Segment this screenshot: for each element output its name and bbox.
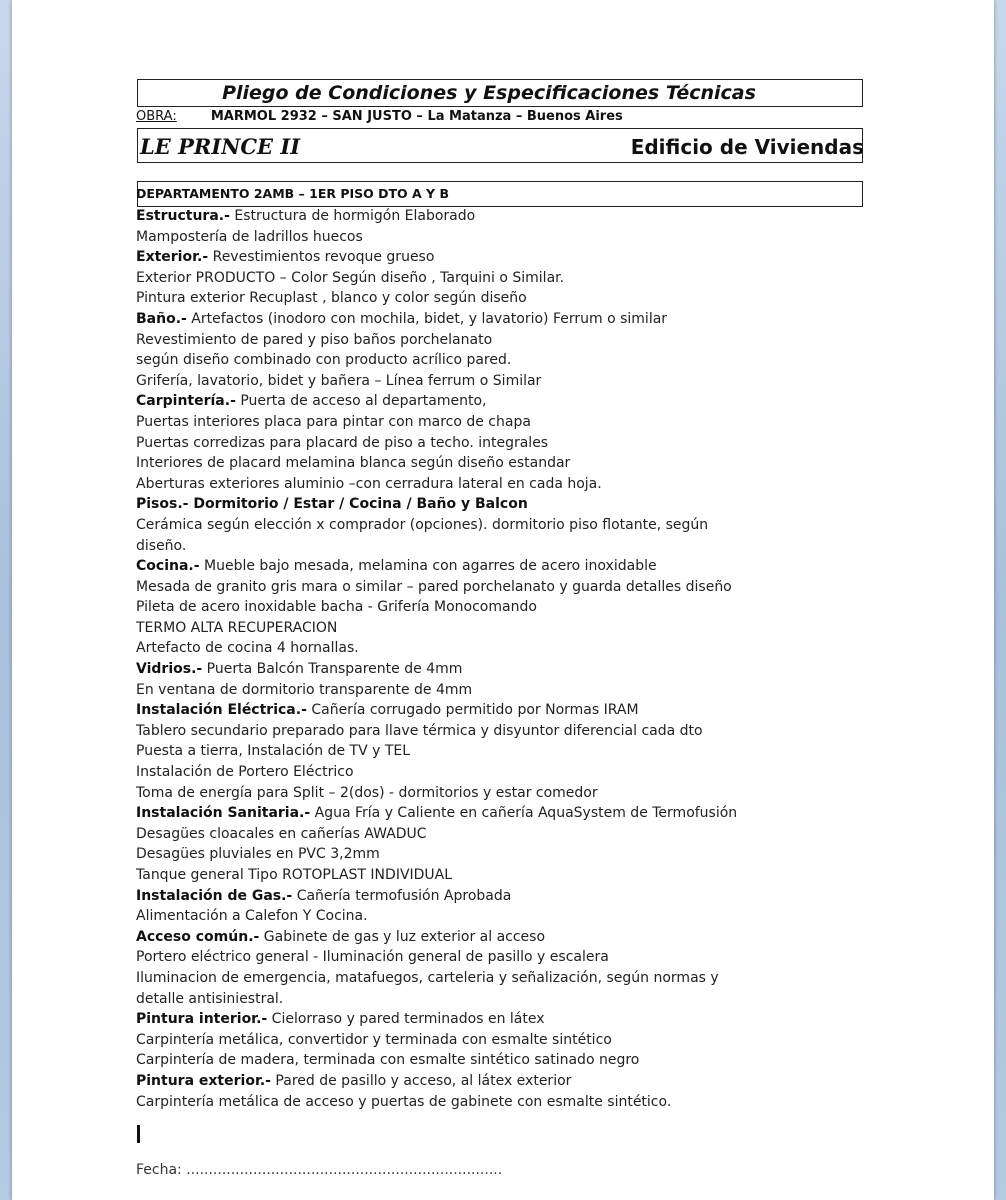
spec-line xyxy=(136,309,836,330)
spec-line-label: Pintura exterior.- xyxy=(136,1072,271,1089)
spec-line-text: Revestimientos revoque grueso xyxy=(208,249,435,266)
spec-line xyxy=(136,391,836,412)
spec-line-label: Vidrios.- xyxy=(136,661,203,678)
spec-line-text: Exterior PRODUCTO – Color Según diseño , Tarquini o Similar. xyxy=(136,269,565,286)
spec-line xyxy=(136,618,836,639)
spec-line-text: Artefactos (inodoro con mochila, bidet, y lavatorio) Ferrum o similar xyxy=(186,310,668,327)
spec-line-text: diseño. xyxy=(136,537,187,554)
spec-line-text: según diseño combinado con producto acrílico pared. xyxy=(136,352,512,369)
spec-line-label: Baño.- xyxy=(136,310,187,327)
spec-line xyxy=(136,824,836,845)
spec-line-text: Puesta a tierra, Instalación de TV y TEL xyxy=(136,743,411,760)
spec-line xyxy=(136,1009,836,1030)
spec-line-text: Mesada de granito gris mara o similar – pared porchelanato y guarda detalles diseño xyxy=(136,578,732,595)
spec-line xyxy=(136,947,836,968)
spec-line-label: Cocina.- xyxy=(136,558,200,575)
spec-line-text: Estructura de hormigón Elaborado xyxy=(229,208,476,224)
spec-line xyxy=(136,1092,836,1113)
spec-line xyxy=(136,783,836,804)
spec-line-text: Desagües pluviales en PVC 3,2mm xyxy=(136,846,380,863)
spec-line-text: Grifería, lavatorio, bidet y bañera – Línea ferrum o Similar xyxy=(136,372,542,389)
spec-line-label: Instalación de Gas.- xyxy=(136,887,293,904)
spec-line xyxy=(136,1030,836,1051)
spec-line xyxy=(136,227,836,248)
spec-line xyxy=(136,906,836,927)
spec-line xyxy=(136,1071,836,1092)
spec-line-text: TERMO ALTA RECUPERACION xyxy=(136,619,338,636)
spec-line xyxy=(136,288,836,309)
building-type: Edificio de Viviendas xyxy=(630,135,864,159)
spec-line xyxy=(136,659,836,680)
spec-line xyxy=(136,597,836,618)
spec-line xyxy=(136,247,836,268)
text-cursor xyxy=(137,1125,140,1143)
spec-line-label: Acceso común.- xyxy=(136,928,260,945)
spec-line-text: Pared de pasillo y acceso, al látex exterior xyxy=(270,1072,572,1089)
spec-line-text: detalle antisiniestral. xyxy=(136,990,284,1007)
spec-line xyxy=(136,412,836,433)
spec-line-text: Interiores de placard melamina blanca según diseño estandar xyxy=(136,455,571,472)
spec-line xyxy=(136,330,836,351)
spec-line-label: Instalación Eléctrica.- xyxy=(136,702,307,719)
specification-list xyxy=(136,206,836,1112)
spec-line xyxy=(136,927,836,948)
spec-line xyxy=(136,865,836,886)
spec-line-text: Revestimiento de pared y piso baños porchelanato xyxy=(136,331,493,348)
spec-line-text: Cerámica según elección x comprador (opciones). dormitorio piso flotante, según xyxy=(136,516,709,533)
spec-line-text: Instalación de Portero Eléctrico xyxy=(136,764,354,781)
spec-line-text: Pintura exterior Recuplast , blanco y color según diseño xyxy=(136,290,527,307)
spec-line xyxy=(136,371,836,392)
spec-line-text: Tablero secundario preparado para llave térmica y disyuntor diferencial cada dto xyxy=(136,722,703,739)
spec-line-text: Carpintería metálica, convertidor y terminada con esmalte sintético xyxy=(136,1031,612,1048)
spec-line-text: Puerta Balcón Transparente de 4mm xyxy=(202,661,463,678)
spec-line xyxy=(136,989,836,1010)
spec-line xyxy=(136,680,836,701)
spec-line xyxy=(136,968,836,989)
obra-label: OBRA: xyxy=(136,109,177,124)
spec-line-text: Tanque general Tipo ROTOPLAST INDIVIDUAL xyxy=(136,867,453,883)
spec-line xyxy=(136,721,836,742)
spec-line xyxy=(136,741,836,762)
spec-line xyxy=(136,577,836,598)
spec-line-text: Pileta de acero inoxidable bacha - Grifería Monocomando xyxy=(136,599,537,616)
spec-line-text: Puertas interiores placa para pintar con marco de chapa xyxy=(136,413,531,430)
spec-line-text: Artefacto de cocina 4 hornallas. xyxy=(136,640,359,657)
spec-line xyxy=(136,206,836,227)
spec-line-text: Mampostería de ladrillos huecos xyxy=(136,228,363,245)
spec-line-text: Alimentación a Calefon Y Cocina. xyxy=(136,908,368,925)
spec-line xyxy=(136,433,836,454)
obra-row xyxy=(136,106,623,128)
spec-line xyxy=(136,762,836,783)
spec-line-label: Pisos.- Dormitorio / Estar / Cocina / Baño y Balcon xyxy=(136,496,528,513)
spec-line xyxy=(136,474,836,495)
spec-line xyxy=(136,350,836,371)
obra-address: MARMOL 2932 – SAN JUSTO – La Matanza – Buenos Aires xyxy=(210,109,623,124)
department-heading: DEPARTAMENTO 2AMB – 1ER PISO DTO A Y B xyxy=(136,186,449,201)
spec-line-label: Instalación Sanitaria.- xyxy=(136,805,311,822)
spec-line-text: Carpintería de madera, terminada con esmalte sintético satinado negro xyxy=(136,1052,640,1069)
spec-line-text: Mueble bajo mesada, melamina con agarres de acero inoxidable xyxy=(199,558,657,575)
spec-line-text: Cañería termofusión Aprobada xyxy=(292,887,512,904)
spec-line xyxy=(136,536,836,557)
spec-line-text: Cañería corrugado permitido por Normas IRAM xyxy=(306,702,639,719)
spec-line-label: Exterior.- xyxy=(136,249,209,266)
spec-line-text: Carpintería metálica de acceso y puertas de gabinete con esmalte sintético. xyxy=(136,1093,672,1110)
spec-line xyxy=(136,556,836,577)
spec-line xyxy=(136,268,836,289)
fecha-field: Fecha: ....................................................................... xyxy=(136,1162,503,1178)
spec-line xyxy=(136,515,836,536)
spec-line xyxy=(136,638,836,659)
spec-line-text: Puerta de acceso al departamento, xyxy=(235,393,487,410)
spec-line xyxy=(136,700,836,721)
spec-line-text: Agua Fría y Caliente en cañería AquaSystem de Termofusión xyxy=(310,805,738,822)
spec-line xyxy=(136,494,836,515)
spec-line xyxy=(136,886,836,907)
spec-line-text: Gabinete de gas y luz exterior al acceso xyxy=(259,928,546,945)
project-name: LE PRINCE II xyxy=(140,134,301,159)
spec-line-label: Estructura.- xyxy=(136,208,230,224)
spec-line xyxy=(136,1050,836,1071)
spec-line-label: Pintura interior.- xyxy=(136,1011,268,1028)
spec-line xyxy=(136,803,836,824)
spec-line-text: Toma de energía para Split – 2(dos) - dormitorios y estar comedor xyxy=(136,784,598,801)
document-title: Pliego de Condiciones y Especificaciones Técnicas xyxy=(222,82,756,104)
spec-line-text: Desagües cloacales en cañerías AWADUC xyxy=(136,825,427,842)
spec-line-text: Aberturas exteriores aluminio –con cerradura lateral en cada hoja. xyxy=(136,475,602,492)
spec-line-text: Portero eléctrico general - Iluminación general de pasillo y escalera xyxy=(136,949,609,966)
spec-line-text: Cielorraso y pared terminados en látex xyxy=(267,1011,545,1028)
spec-line xyxy=(136,453,836,474)
spec-line-text: En ventana de dormitorio transparente de 4mm xyxy=(136,681,473,698)
spec-line-text: Iluminacion de emergencia, matafuegos, carteleria y señalización, según normas y xyxy=(136,969,719,986)
spec-line-text: Puertas corredizas para placard de piso a techo. integrales xyxy=(136,434,549,451)
spec-line-label: Carpintería.- xyxy=(136,393,236,410)
spec-line xyxy=(136,844,836,865)
